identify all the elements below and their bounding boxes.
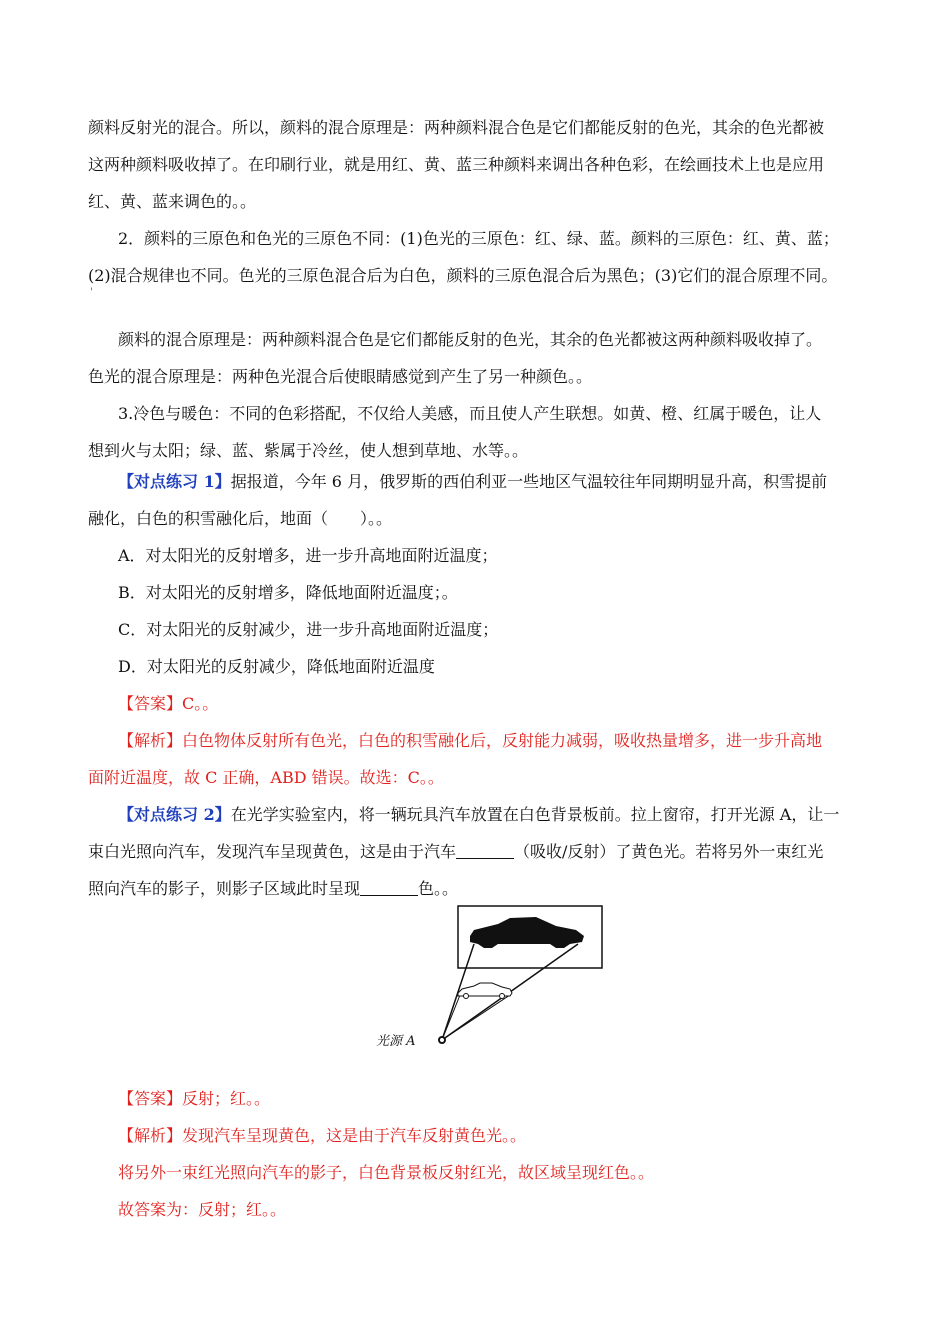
- exercise-1-question: 【对点练习 1】据报道，今年 6 月，俄罗斯的西伯利亚一些地区气温较往年同期明显升高，积雪提前: [118, 472, 828, 491]
- light-source-label: 光源 A: [376, 1034, 416, 1049]
- answer-line: [118, 694, 218, 714]
- fill-blank: [360, 881, 418, 896]
- answer-line: [118, 1089, 270, 1109]
- analysis-line: 【解析】白色物体反射所有色光，白色的积雪融化后，反射能力减弱，吸收热量增多，进一步升高地: [118, 731, 823, 750]
- text-line: 红、黄、蓝来调色的。。: [88, 192, 257, 211]
- exercise-tag: 【对点练习 2】: [118, 805, 231, 824]
- paragraph-mark: ': [90, 287, 93, 298]
- answer-tag: 【答案】: [118, 1089, 183, 1108]
- analysis-line: 故答案为：反射；红。。: [118, 1200, 287, 1219]
- experiment-figure: [370, 900, 620, 1052]
- text-line: 颜料反射光的混合。所以，颜料的混合原理是：两种颜料混合色是它们都能反射的色光，其余的色光都被: [88, 118, 825, 137]
- figure-drawing: [370, 900, 620, 1052]
- fill-blank: [456, 844, 514, 859]
- exercise-tag: 【对点练习 1】: [118, 472, 231, 491]
- answer-tag: 【答案】: [118, 694, 183, 713]
- option-c: C．对太阳光的反射减少，进一步升高地面附近温度；: [118, 620, 499, 639]
- analysis-line: 【解析】发现汽车呈现黄色，这是由于汽车反射黄色光。。: [118, 1126, 527, 1145]
- option-d: D．对太阳光的反射减少，降低地面附近温度: [118, 657, 435, 676]
- text-line: 想到火与太阳；绿、蓝、紫属于冷丝，使人想到草地、水等。。: [88, 441, 529, 460]
- text-line: 束白光照向汽车，发现汽车呈现黄色，这是由于汽车 （吸收/反射）了黄色光。若将另外一束红光: [88, 842, 824, 861]
- light-ray: [442, 995, 510, 1040]
- exercise-2-question: 【对点练习 2】在光学实验室内，将一辆玩具汽车放置在白色背景板前。拉上窗帘，打开光源 A，让一: [118, 805, 840, 824]
- text-line: 颜料的混合原理是：两种颜料混合色是它们都能反射的色光，其余的色光都被这两种颜料吸收掉了。: [118, 330, 823, 349]
- analysis-tag: 【解析】: [118, 731, 183, 750]
- text-line: (2)混合规律也不同。色光的三原色混合后为白色，颜料的三原色混合后为黑色；(3)它们的混合原理不同。: [88, 266, 838, 285]
- text-line: 融化，白色的积雪融化后，地面（ ）。。: [88, 509, 393, 528]
- option-b: B．对太阳光的反射增多，降低地面附近温度；。: [118, 583, 458, 602]
- text-line: 3.冷色与暖色：不同的色彩搭配，不仅给人美感，而且使人产生联想。如黄、橙、红属于暖色，让人: [118, 404, 822, 423]
- text-line: 2．颜料的三原色和色光的三原色不同：(1)色光的三原色：红、绿、蓝。颜料的三原色：红、黄、蓝；: [118, 229, 839, 248]
- answer-text: C。。: [182, 694, 219, 713]
- text-line: 这两种颜料吸收掉了。在印刷行业，就是用红、黄、蓝三种颜料来调出各种色彩，在绘画技术上也是应用: [88, 155, 825, 174]
- analysis-line: 面附近温度，故 C 正确，ABD 错误。故选：C。。: [88, 768, 444, 787]
- answer-text: 反射；红。。: [182, 1089, 271, 1108]
- analysis-line: 将另外一束红光照向汽车的影子，白色背景板反射红光，故区域呈现红色。。: [118, 1163, 655, 1182]
- option-a: A．对太阳光的反射增多，进一步升高地面附近温度；: [118, 546, 498, 565]
- text-line: 照向汽车的影子，则影子区域此时呈现 色。。: [88, 879, 459, 898]
- analysis-tag: 【解析】: [118, 1126, 183, 1145]
- text-line: 色光的混合原理是：两种色光混合后使眼睛感觉到产生了另一种颜色。。: [88, 367, 593, 386]
